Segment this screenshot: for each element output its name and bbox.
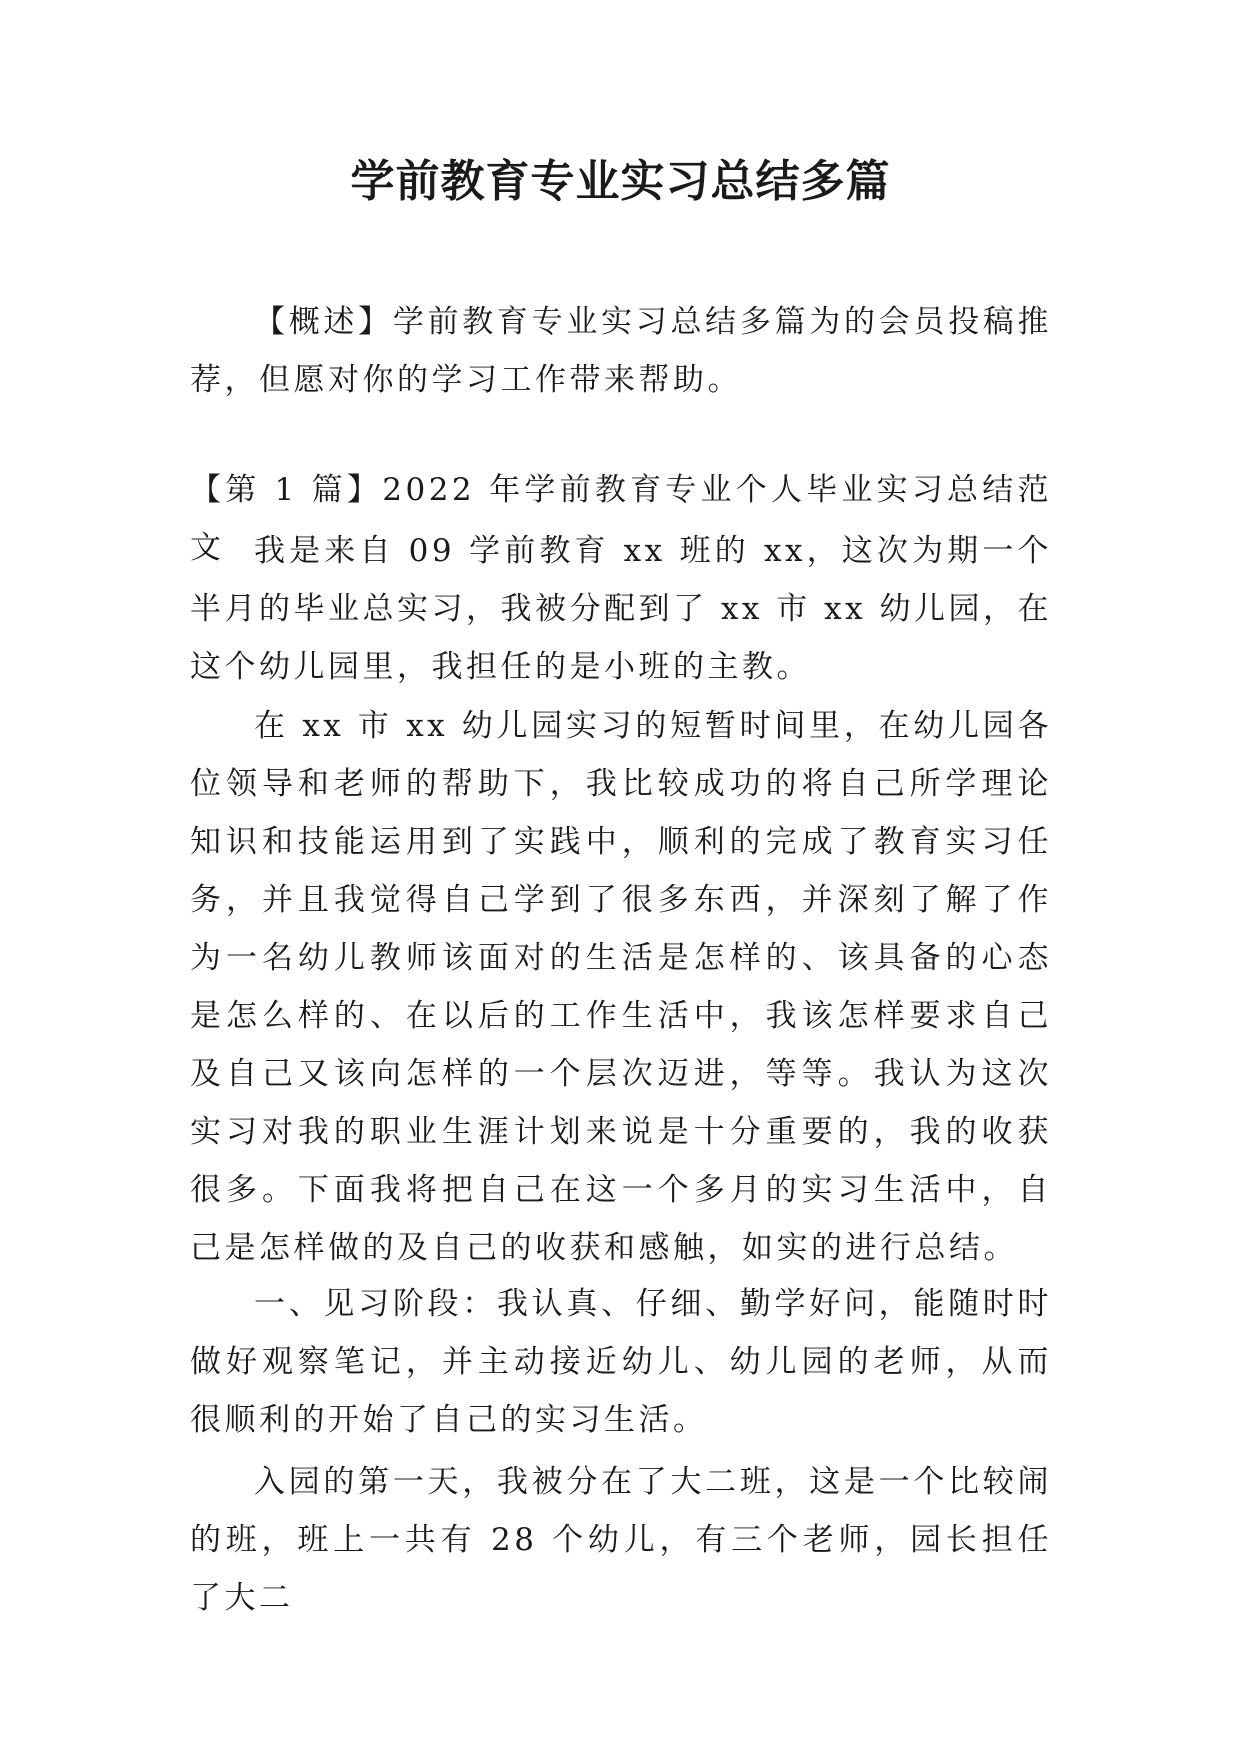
body-paragraph-3: 一、见习阶段：我认真、仔细、勤学好问，能随时时做好观察笔记，并主动接近幼儿、幼儿园的老师，从而很顺利的开始了自己的实习生活。 — [190, 1286, 1052, 1438]
body-paragraph-2: 在 xx 市 xx 幼儿园实习的短暂时间里，在幼儿园各位领导和老师的帮助下，我比较成功的将自己所学理论知识和技能运用到了实践中，顺利的完成了教育实习任务，并且我觉得自己学到了很多东西，并深刻了解了作为一名幼儿教师该面对的生活是怎样的、该具备的心态是怎么样的、在以后的工作生活中，我该怎样要求自己及自己又该向怎样的一个层次迈进，等等。我认为这次实习对我的职业生涯计划来说是十分重要的，我的收获很多。下面我将把自己在这一个多月的实习生活中，自己是怎样做的及自己的收获和感触，如实的进行总结。 — [190, 708, 1052, 1266]
body-paragraph-1: 我是来自 09 学前教育 xx 班的 xx，这次为期一个半月的毕业总实习，我被分配到了 xx 市 xx 幼儿园，在这个幼儿园里，我担任的是小班的主教。 — [190, 533, 1052, 685]
document-title: 学前教育专业实习总结多篇 — [350, 156, 891, 207]
summary-paragraph: 【概述】学前教育专业实习总结多篇为的会员投稿推荐，但愿对你的学习工作带来帮助。 — [190, 304, 1052, 398]
section-heading: 【第 1 篇】2022 年学前教育专业个人毕业实习总结范文 — [190, 472, 1052, 566]
body-paragraph-4: 入园的第一天，我被分在了大二班，这是一个比较闹的班，班上一共有 28 个幼儿，有三个老师，园长担任了大二 — [190, 1464, 1052, 1616]
